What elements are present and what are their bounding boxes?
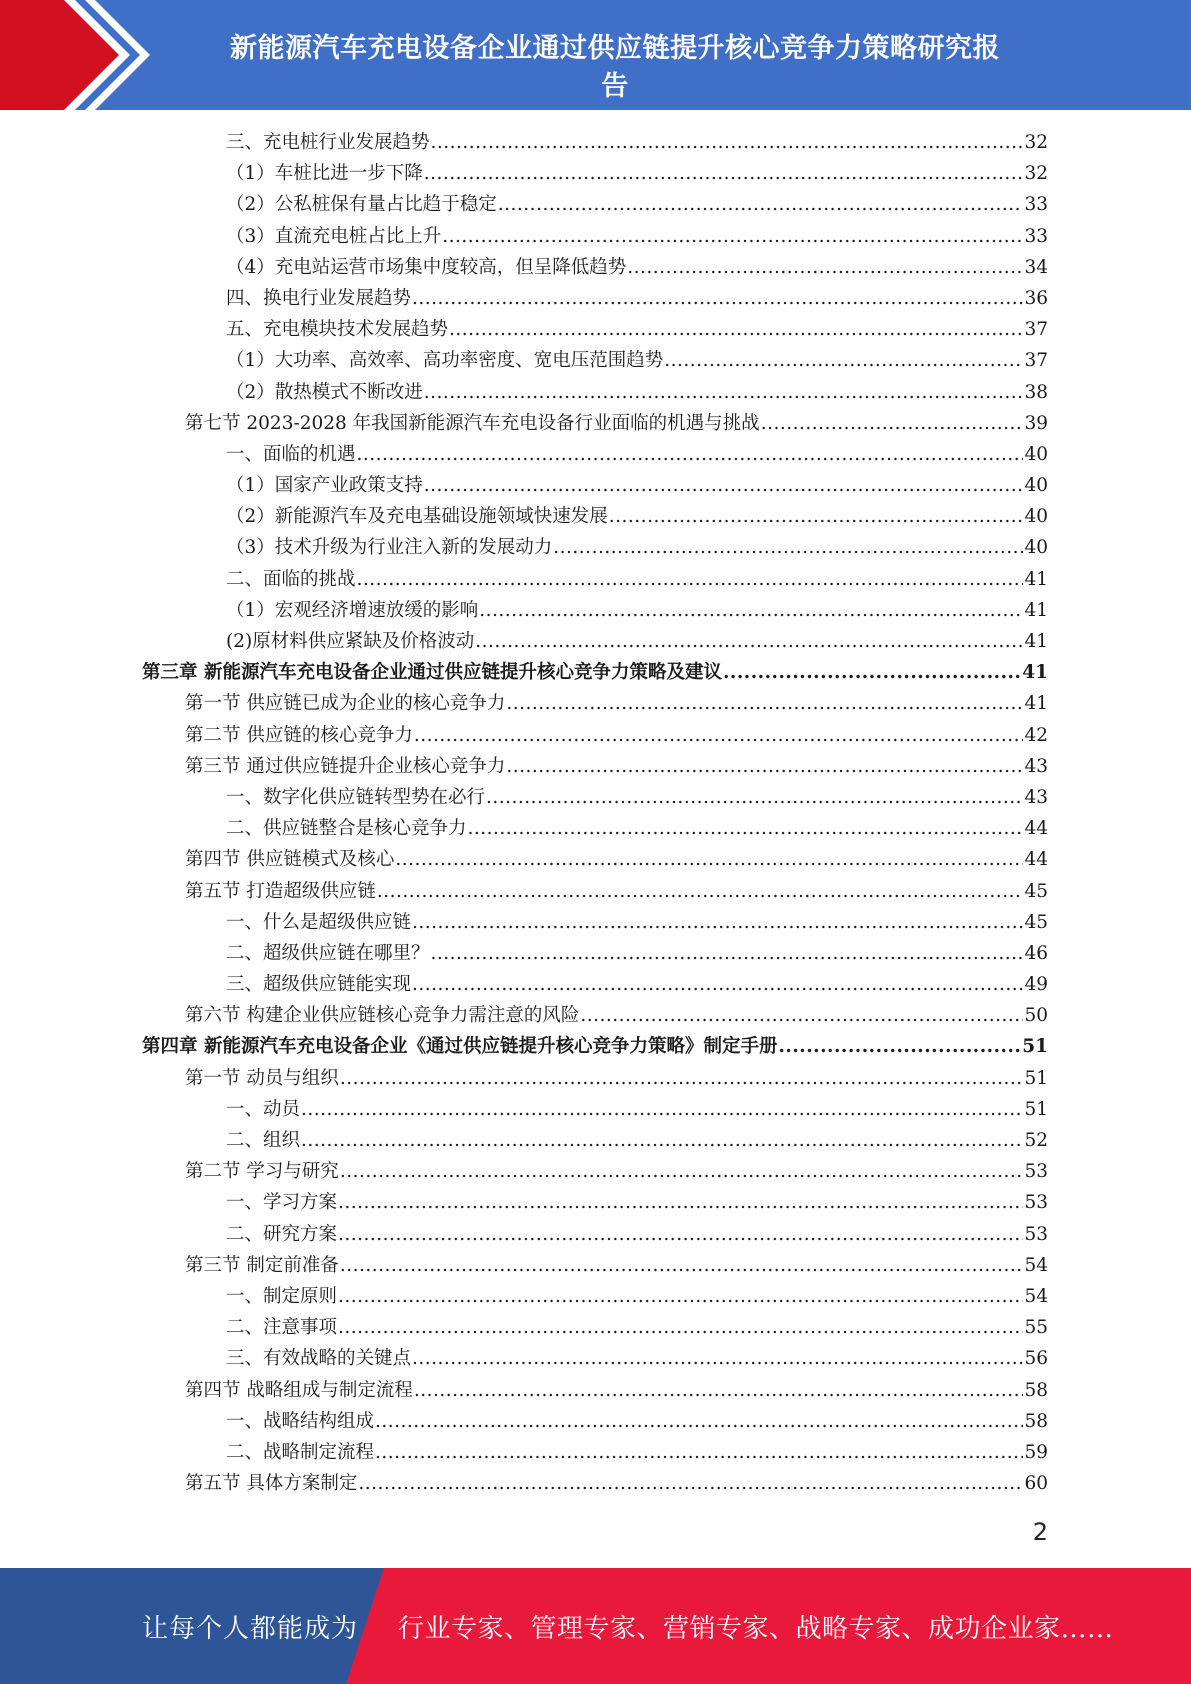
toc-entry[interactable] — [142, 782, 1048, 813]
toc-dot-leader — [412, 907, 1023, 938]
page-header — [0, 0, 1191, 110]
toc-entry-title: （2）新能源汽车及充电基础设施领域快速发展 — [226, 506, 608, 528]
toc-entry-page: 44 — [1024, 818, 1048, 840]
toc-entry[interactable] — [142, 813, 1048, 844]
toc-entry[interactable] — [142, 1250, 1048, 1281]
toc-entry-title: 一、什么是超级供应链 — [226, 911, 412, 933]
toc-entry-page: 59 — [1024, 1441, 1048, 1463]
toc-entry-page: 45 — [1024, 911, 1048, 933]
toc-dot-leader — [424, 470, 1024, 501]
toc-entry[interactable] — [142, 377, 1048, 408]
toc-entry-page: 53 — [1024, 1161, 1048, 1183]
toc-entry-page: 41 — [1024, 568, 1048, 590]
toc-entry-page: 53 — [1024, 1223, 1048, 1245]
toc-dot-leader — [486, 782, 1023, 813]
toc-entry[interactable] — [142, 532, 1048, 563]
toc-dot-leader — [412, 1343, 1023, 1374]
toc-entry-page: 53 — [1024, 1192, 1048, 1214]
toc-dot-leader — [414, 1375, 1024, 1406]
toc-entry-title: 二、组织 — [226, 1130, 301, 1151]
toc-entry[interactable] — [142, 501, 1048, 532]
toc-entry-page: 33 — [1024, 225, 1048, 247]
footer-slogan-right: 行业专家、管理专家、营销专家、战略专家、成功企业家…… — [398, 1614, 1114, 1644]
toc-entry-page: 40 — [1024, 443, 1048, 465]
toc-dot-leader — [498, 189, 1024, 220]
toc-entry[interactable] — [142, 1468, 1048, 1499]
toc-entry-page: 55 — [1024, 1317, 1048, 1339]
toc-dot-leader — [506, 751, 1023, 782]
toc-entry-title: （2）散热模式不断改进 — [226, 381, 423, 403]
toc-entry-title: （1）大功率、高效率、高功率密度、宽电压范围趋势 — [226, 350, 664, 372]
toc-entry[interactable] — [142, 189, 1048, 220]
toc-dot-leader — [761, 408, 1024, 439]
report-title-line1: 新能源汽车充电设备企业通过供应链提升核心竞争力策略研究报 — [230, 33, 1000, 64]
toc-entry[interactable] — [142, 408, 1048, 439]
toc-entry-title: 第四节 战略组成与制定流程 — [185, 1379, 413, 1401]
toc-entry-title: 四、换电行业发展趋势 — [226, 287, 412, 309]
toc-entry-page: 41 — [1022, 662, 1048, 684]
toc-dot-leader — [553, 532, 1023, 563]
toc-entry[interactable] — [142, 876, 1048, 907]
toc-entry-page: 51 — [1024, 1098, 1048, 1120]
toc-entry-page: 41 — [1024, 599, 1048, 621]
toc-entry[interactable] — [142, 1000, 1048, 1031]
toc-entry-title: 二、注意事项 — [226, 1317, 338, 1339]
toc-entry-page: 33 — [1024, 194, 1048, 216]
toc-entry[interactable] — [142, 1187, 1048, 1218]
toc-entry-page: 44 — [1024, 849, 1048, 871]
toc-dot-leader — [375, 1406, 1023, 1437]
footer-slogan-left: 让每个人都能成为 — [142, 1614, 359, 1644]
toc-entry-page: 60 — [1024, 1473, 1048, 1495]
toc-entry-page: 37 — [1024, 319, 1048, 341]
toc-entry[interactable] — [142, 283, 1048, 314]
toc-entry-title: 三、超级供应链能实现 — [226, 974, 412, 996]
toc-entry[interactable] — [142, 1437, 1048, 1468]
toc-entry[interactable] — [142, 1094, 1048, 1125]
toc-entry-page: 52 — [1024, 1130, 1048, 1151]
toc-entry-page: 37 — [1024, 350, 1048, 372]
toc-dot-leader — [442, 221, 1023, 252]
toc-entry-title: 第六节 构建企业供应链核心竞争力需注意的风险 — [185, 1005, 580, 1027]
toc-entry-title: 二、面临的挑战 — [226, 568, 356, 590]
toc-entry-title: 第三节 通过供应链提升企业核心竞争力 — [185, 755, 506, 777]
toc-entry[interactable] — [142, 158, 1048, 189]
report-title-line2: 告 — [601, 71, 629, 102]
toc-entry[interactable] — [142, 1281, 1048, 1312]
toc-dot-leader — [395, 844, 1023, 875]
toc-entry-title: 一、学习方案 — [226, 1192, 338, 1214]
toc-dot-leader — [338, 1281, 1023, 1312]
toc-dot-leader — [412, 969, 1023, 1000]
toc-dot-leader — [301, 1125, 1023, 1156]
toc-dot-leader — [506, 688, 1023, 719]
toc-dot-leader — [338, 1312, 1023, 1343]
toc-entry[interactable] — [142, 657, 1048, 688]
toc-dot-leader — [338, 1219, 1023, 1250]
toc-entry[interactable] — [142, 439, 1048, 470]
toc-entry-title: 五、充电模块技术发展趋势 — [226, 319, 449, 341]
toc-entry-page: 32 — [1024, 163, 1048, 185]
toc-entry[interactable] — [142, 720, 1048, 751]
toc-entry[interactable] — [142, 345, 1048, 376]
toc-entry[interactable] — [142, 595, 1048, 626]
toc-dot-leader — [301, 1094, 1023, 1125]
toc-dot-leader — [412, 283, 1023, 314]
toc-dot-leader — [664, 345, 1023, 376]
toc-entry[interactable] — [142, 252, 1048, 283]
toc-entry[interactable] — [142, 751, 1048, 782]
toc-entry[interactable] — [142, 938, 1048, 969]
toc-dot-leader — [431, 127, 1024, 158]
toc-entry-title: 第五节 具体方案制定 — [185, 1473, 358, 1495]
toc-entry[interactable] — [142, 564, 1048, 595]
toc-entry-page: 56 — [1024, 1348, 1048, 1370]
toc-dot-leader — [375, 1437, 1023, 1468]
toc-dot-leader — [377, 876, 1024, 907]
toc-entry-title: （2）公私桩保有量占比趋于稳定 — [226, 194, 497, 216]
page-number: 2 — [1032, 1518, 1048, 1546]
toc-entry-title: （4）充电站运营市场集中度较高，但呈降低趋势 — [226, 256, 627, 278]
toc-entry[interactable] — [142, 1031, 1048, 1062]
toc-entry[interactable] — [142, 688, 1048, 719]
toc-entry-page: 43 — [1024, 755, 1048, 777]
toc-entry[interactable] — [142, 1125, 1048, 1156]
toc-dot-leader — [424, 158, 1024, 189]
toc-entry[interactable] — [142, 1219, 1048, 1250]
toc-entry-title: （1）车桩比进一步下降 — [226, 163, 423, 185]
toc-entry[interactable] — [142, 1312, 1048, 1343]
toc-dot-leader — [449, 314, 1023, 345]
toc-entry-page: 39 — [1024, 412, 1048, 434]
toc-entry-page: 38 — [1024, 381, 1048, 403]
toc-dot-leader — [468, 813, 1024, 844]
toc-dot-leader — [338, 1187, 1023, 1218]
toc-entry-title: 二、战略制定流程 — [226, 1441, 375, 1463]
toc-entry[interactable] — [142, 1156, 1048, 1187]
toc-entry-title: 第一节 供应链已成为企业的核心竞争力 — [185, 693, 506, 715]
toc-entry[interactable] — [142, 969, 1048, 1000]
toc-dot-leader — [358, 1468, 1023, 1499]
toc-dot-leader — [340, 1063, 1024, 1094]
page-footer — [0, 1568, 1191, 1684]
toc-dot-leader — [431, 938, 1024, 969]
toc-entry-title: 二、研究方案 — [226, 1223, 338, 1245]
toc-entry[interactable] — [142, 1343, 1048, 1374]
toc-entry-title: 第五节 打造超级供应链 — [185, 880, 376, 902]
toc-entry[interactable] — [142, 470, 1048, 501]
toc-dot-leader — [479, 595, 1023, 626]
toc-entry-page: 46 — [1024, 942, 1048, 964]
toc-entry-title: 三、有效战略的关键点 — [226, 1348, 412, 1370]
toc-entry-page: 40 — [1024, 506, 1048, 528]
toc-dot-leader — [627, 252, 1023, 283]
toc-entry-title: 第一节 动员与组织 — [185, 1067, 339, 1089]
toc-entry[interactable] — [142, 844, 1048, 875]
toc-entry-title: 第四节 供应链模式及核心 — [185, 849, 395, 871]
toc-entry-page: 32 — [1024, 132, 1048, 153]
toc-entry-title: (2)原材料供应紧缺及价格波动 — [226, 631, 475, 652]
toc-entry-title: 一、战略结构组成 — [226, 1410, 375, 1432]
toc-entry-title: 第二节 学习与研究 — [185, 1161, 339, 1183]
toc-entry-page: 40 — [1024, 537, 1048, 559]
toc-entry-page: 36 — [1024, 287, 1048, 309]
toc-entry-page: 45 — [1024, 880, 1048, 902]
toc-dot-leader — [340, 1250, 1024, 1281]
toc-entry-page: 51 — [1022, 1036, 1048, 1058]
toc-entry-title: 二、供应链整合是核心竞争力 — [226, 818, 467, 840]
toc-dot-leader — [609, 501, 1024, 532]
toc-entry-page: 34 — [1024, 256, 1048, 278]
toc-entry-page: 43 — [1024, 786, 1048, 808]
toc-entry-page: 42 — [1024, 724, 1048, 746]
toc-dot-leader — [580, 1000, 1023, 1031]
toc-entry-page: 54 — [1024, 1254, 1048, 1276]
table-of-contents — [142, 127, 1048, 1499]
toc-entry[interactable] — [142, 221, 1048, 252]
toc-entry-title: 第二节 供应链的核心竞争力 — [185, 724, 413, 746]
toc-dot-leader — [357, 564, 1024, 595]
toc-entry-title: 一、数字化供应链转型势在必行 — [226, 786, 486, 808]
toc-dot-leader — [475, 626, 1023, 657]
toc-dot-leader — [723, 657, 1021, 688]
toc-entry[interactable] — [142, 1063, 1048, 1094]
toc-entry-title: 第四章 新能源汽车充电设备企业《通过供应链提升核心竞争力策略》制定手册 — [142, 1036, 778, 1058]
toc-entry-page: 40 — [1024, 475, 1048, 497]
toc-entry[interactable] — [142, 1406, 1048, 1437]
toc-entry-page: 58 — [1024, 1410, 1048, 1432]
toc-entry-page: 54 — [1024, 1285, 1048, 1307]
toc-entry[interactable] — [142, 1375, 1048, 1406]
toc-entry-page: 41 — [1024, 631, 1048, 652]
toc-entry[interactable] — [142, 626, 1048, 657]
toc-entry-page: 51 — [1024, 1067, 1048, 1089]
toc-dot-leader — [424, 377, 1024, 408]
toc-dot-leader — [340, 1156, 1024, 1187]
toc-entry-title: （3）技术升级为行业注入新的发展动力 — [226, 537, 553, 559]
toc-entry-title: 第三章 新能源汽车充电设备企业通过供应链提升核心竞争力策略及建议 — [142, 662, 722, 684]
toc-entry-title: （3）直流充电桩占比上升 — [226, 225, 442, 247]
toc-entry-page: 41 — [1024, 693, 1048, 715]
report-title — [160, 30, 1070, 106]
toc-entry-title: 三、充电桩行业发展趋势 — [226, 132, 430, 153]
toc-entry-page: 49 — [1024, 974, 1048, 996]
toc-entry-title: 一、面临的机遇 — [226, 443, 356, 465]
toc-dot-leader — [357, 439, 1024, 470]
toc-entry-title: 一、动员 — [226, 1098, 301, 1120]
toc-entry-page: 58 — [1024, 1379, 1048, 1401]
toc-entry[interactable] — [142, 314, 1048, 345]
toc-entry-title: （1）宏观经济增速放缓的影响 — [226, 599, 479, 621]
toc-entry-title: 第三节 制定前准备 — [185, 1254, 339, 1276]
toc-dot-leader — [414, 720, 1024, 751]
toc-entry-title: 第七节 2023-2028 年我国新能源汽车充电设备行业面临的机遇与挑战 — [185, 412, 760, 434]
toc-entry-title: 二、超级供应链在哪里？ — [226, 942, 430, 964]
toc-entry-title: （1）国家产业政策支持 — [226, 475, 423, 497]
toc-entry-page: 50 — [1024, 1005, 1048, 1027]
toc-dot-leader — [778, 1031, 1021, 1062]
toc-entry[interactable] — [142, 907, 1048, 938]
toc-entry-title: 一、制定原则 — [226, 1285, 338, 1307]
toc-entry[interactable] — [142, 127, 1048, 158]
